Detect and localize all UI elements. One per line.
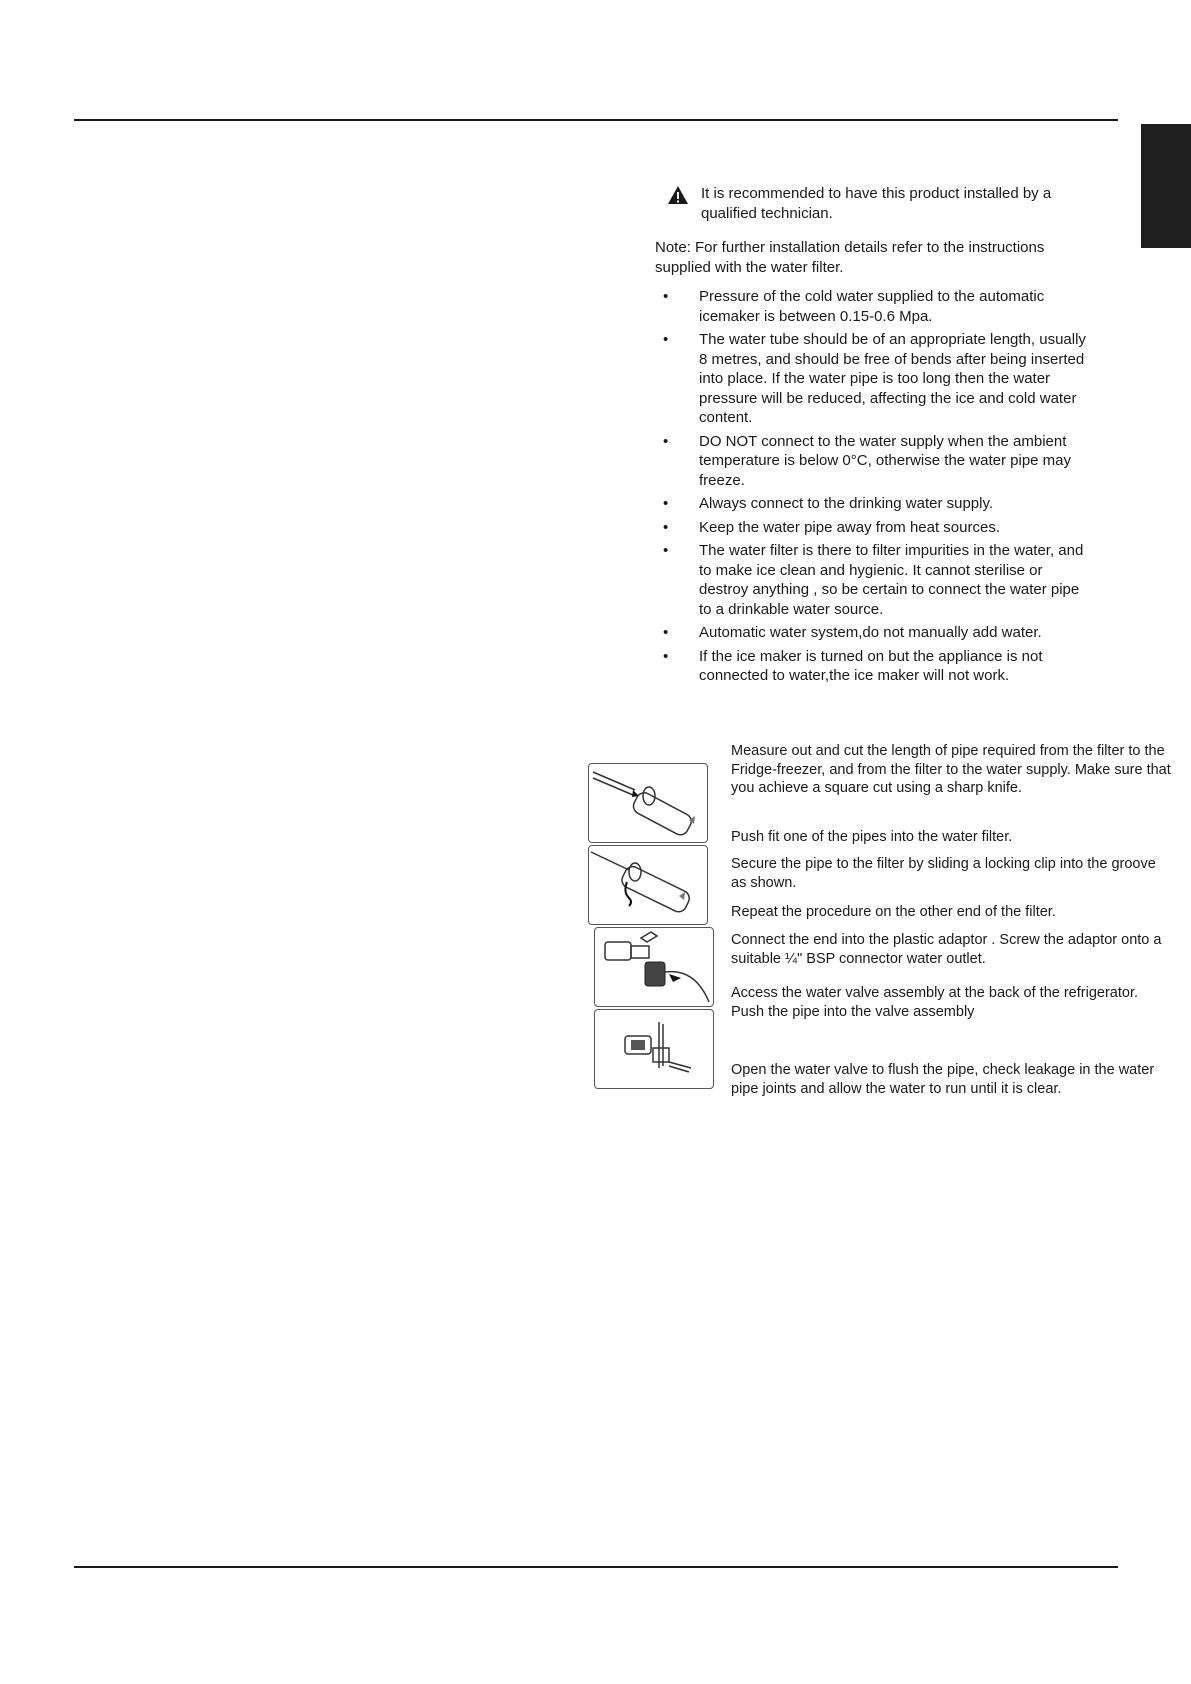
valve-assembly-figure xyxy=(594,1009,714,1089)
bullet-dot: • xyxy=(663,647,669,665)
bullet-item: • DO NOT connect to the water supply when the ambient temperature is below 0°C, otherwise the water pipe may freeze. xyxy=(663,432,1072,489)
locking-clip-figure xyxy=(588,845,708,925)
bullet-dot: • xyxy=(663,495,669,512)
step-measure-cut: Measure out and cut the length of pipe required from the filter to the Fridge-freezer, and from the filter to the water supply. Make sure that you achieve a square cut using a sharp knife. xyxy=(731,743,1171,796)
pipe-into-filter-figure xyxy=(588,763,708,843)
installation-notes xyxy=(655,184,1095,690)
bullet-item: • Keep the water pipe away from heat sources. xyxy=(663,518,1000,536)
top-rule xyxy=(74,119,1118,121)
bullet-item: • Always connect to the drinking water supply. xyxy=(663,495,994,512)
bullet-item: • Automatic water system,do not manually add water. xyxy=(663,624,1042,641)
bullet-dot: • xyxy=(663,624,669,641)
section-tab xyxy=(1141,124,1191,248)
bullet-dot: • xyxy=(663,288,669,305)
bullet-dot: • xyxy=(663,518,669,536)
step-valve-assembly: Access the water valve assembly at the back of the refrigerator. Push the pipe into the valve assembly xyxy=(731,985,1138,1020)
bullet-list xyxy=(655,287,1095,686)
bullet-dot: • xyxy=(663,331,669,348)
step-connect-adaptor: Connect the end into the plastic adaptor . Screw the adaptor onto a suitable ¼" BSP connector water outlet. xyxy=(731,932,1162,967)
bullet-dot: • xyxy=(663,432,669,450)
bottom-rule xyxy=(74,1566,1118,1568)
warning-row xyxy=(667,184,1095,223)
step-push-fit: Push fit one of the pipes into the water filter. xyxy=(731,829,1013,845)
bullet-item: • The water tube should be of an appropriate length, usually 8 metres, and should be free of bends after being inserted into place. If the water pipe is too long then the water pressure will be reduced, affecting the ice and cold water content. xyxy=(663,331,1086,426)
step-locking-clip: Secure the pipe to the filter by sliding a locking clip into the groove as shown. xyxy=(731,856,1156,891)
warning-triangle-icon xyxy=(667,185,689,205)
plastic-adaptor-figure xyxy=(594,927,714,1007)
warning-text: It is recommended to have this product installed by a qualified technician. xyxy=(701,185,1052,222)
bullet-dot: • xyxy=(663,542,669,559)
bullet-item: • If the ice maker is turned on but the appliance is not connected to water,the ice maker will not work. xyxy=(663,647,1043,684)
bullet-item: • Pressure of the cold water supplied to the automatic icemaker is between 0.15-0.6 Mpa. xyxy=(663,288,1045,325)
bullet-item: • The water filter is there to filter impurities in the water, and to make ice clean and hygienic. It cannot sterilise or destroy anything , so be certain to connect the water pipe to a drinkable water source. xyxy=(663,542,1084,618)
step-repeat: Repeat the procedure on the other end of the filter. xyxy=(731,904,1056,920)
note-text: Note: For further installation details refer to the instructions supplied with the water filter. xyxy=(655,239,1045,276)
step-flush-pipe: Open the water valve to flush the pipe, check leakage in the water pipe joints and allow the water to run until it is clear. xyxy=(731,1062,1155,1097)
